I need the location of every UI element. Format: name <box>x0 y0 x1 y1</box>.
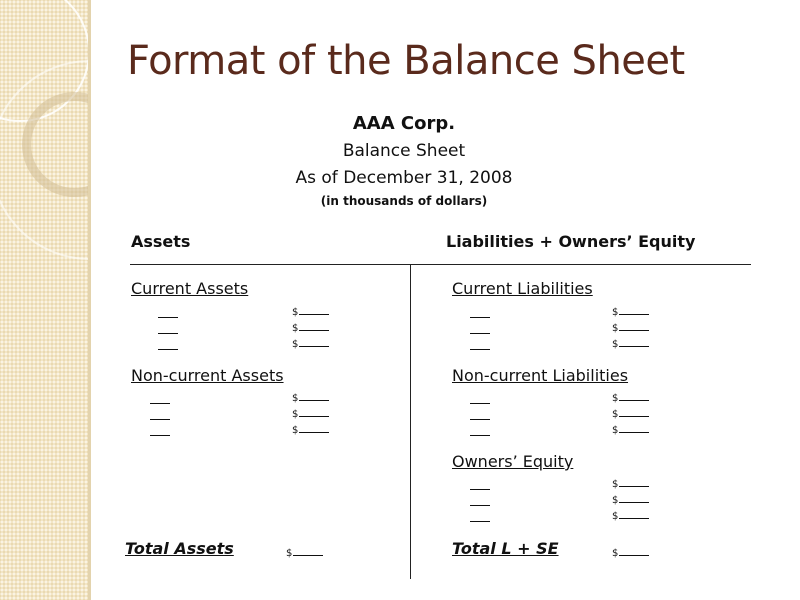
company-name: AAA Corp. <box>352 113 456 134</box>
item-blank <box>470 419 490 420</box>
amount-blank: $ <box>292 305 329 319</box>
amount-blank: $ <box>612 337 649 351</box>
item-blank <box>470 317 490 318</box>
item-blank <box>470 505 490 506</box>
amount-blank: $ <box>612 321 649 335</box>
item-blank <box>470 435 490 436</box>
units-note: (in thousands of dollars) <box>320 194 488 208</box>
vertical-rule <box>410 265 411 579</box>
owners-equity-heading: Owners’ Equity <box>452 452 574 471</box>
item-blank <box>158 317 178 318</box>
document-name: Balance Sheet <box>342 141 466 161</box>
amount-blank: $ <box>612 509 649 523</box>
item-blank <box>150 403 170 404</box>
amount-blank: $ <box>612 305 649 319</box>
total-le-amount-blank: $ <box>612 546 649 560</box>
amount-blank: $ <box>612 407 649 421</box>
amount-blank: $ <box>612 423 649 437</box>
item-blank <box>150 419 170 420</box>
item-blank <box>470 403 490 404</box>
decorative-side-panel <box>0 0 88 600</box>
item-blank <box>150 435 170 436</box>
total-assets-amount-blank: $ <box>286 546 323 560</box>
total-liabilities-equity-label: Total L + SE <box>452 539 559 558</box>
current-liabilities-heading: Current Liabilities <box>452 279 593 298</box>
current-assets-heading: Current Assets <box>131 279 249 298</box>
slide-title: Format of the Balance Sheet <box>127 38 685 84</box>
item-blank <box>470 349 490 350</box>
amount-blank: $ <box>292 337 329 351</box>
side-panel-edge <box>88 0 91 600</box>
amount-blank: $ <box>612 391 649 405</box>
statement-date: As of December 31, 2008 <box>295 168 513 188</box>
amount-blank: $ <box>612 477 649 491</box>
noncurrent-assets-heading: Non-current Assets <box>131 366 284 385</box>
amount-blank: $ <box>292 407 329 421</box>
item-blank <box>470 333 490 334</box>
item-blank <box>158 333 178 334</box>
horizontal-rule <box>130 264 751 265</box>
item-blank <box>158 349 178 350</box>
amount-blank: $ <box>292 391 329 405</box>
assets-column-heading: Assets <box>131 232 191 251</box>
liabilities-equity-column-heading: Liabilities + Owners’ Equity <box>446 232 696 251</box>
amount-blank: $ <box>612 493 649 507</box>
item-blank <box>470 489 490 490</box>
total-assets-label: Total Assets <box>125 539 234 558</box>
amount-blank: $ <box>292 321 329 335</box>
item-blank <box>470 521 490 522</box>
noncurrent-liabilities-heading: Non-current Liabilities <box>452 366 629 385</box>
amount-blank: $ <box>292 423 329 437</box>
